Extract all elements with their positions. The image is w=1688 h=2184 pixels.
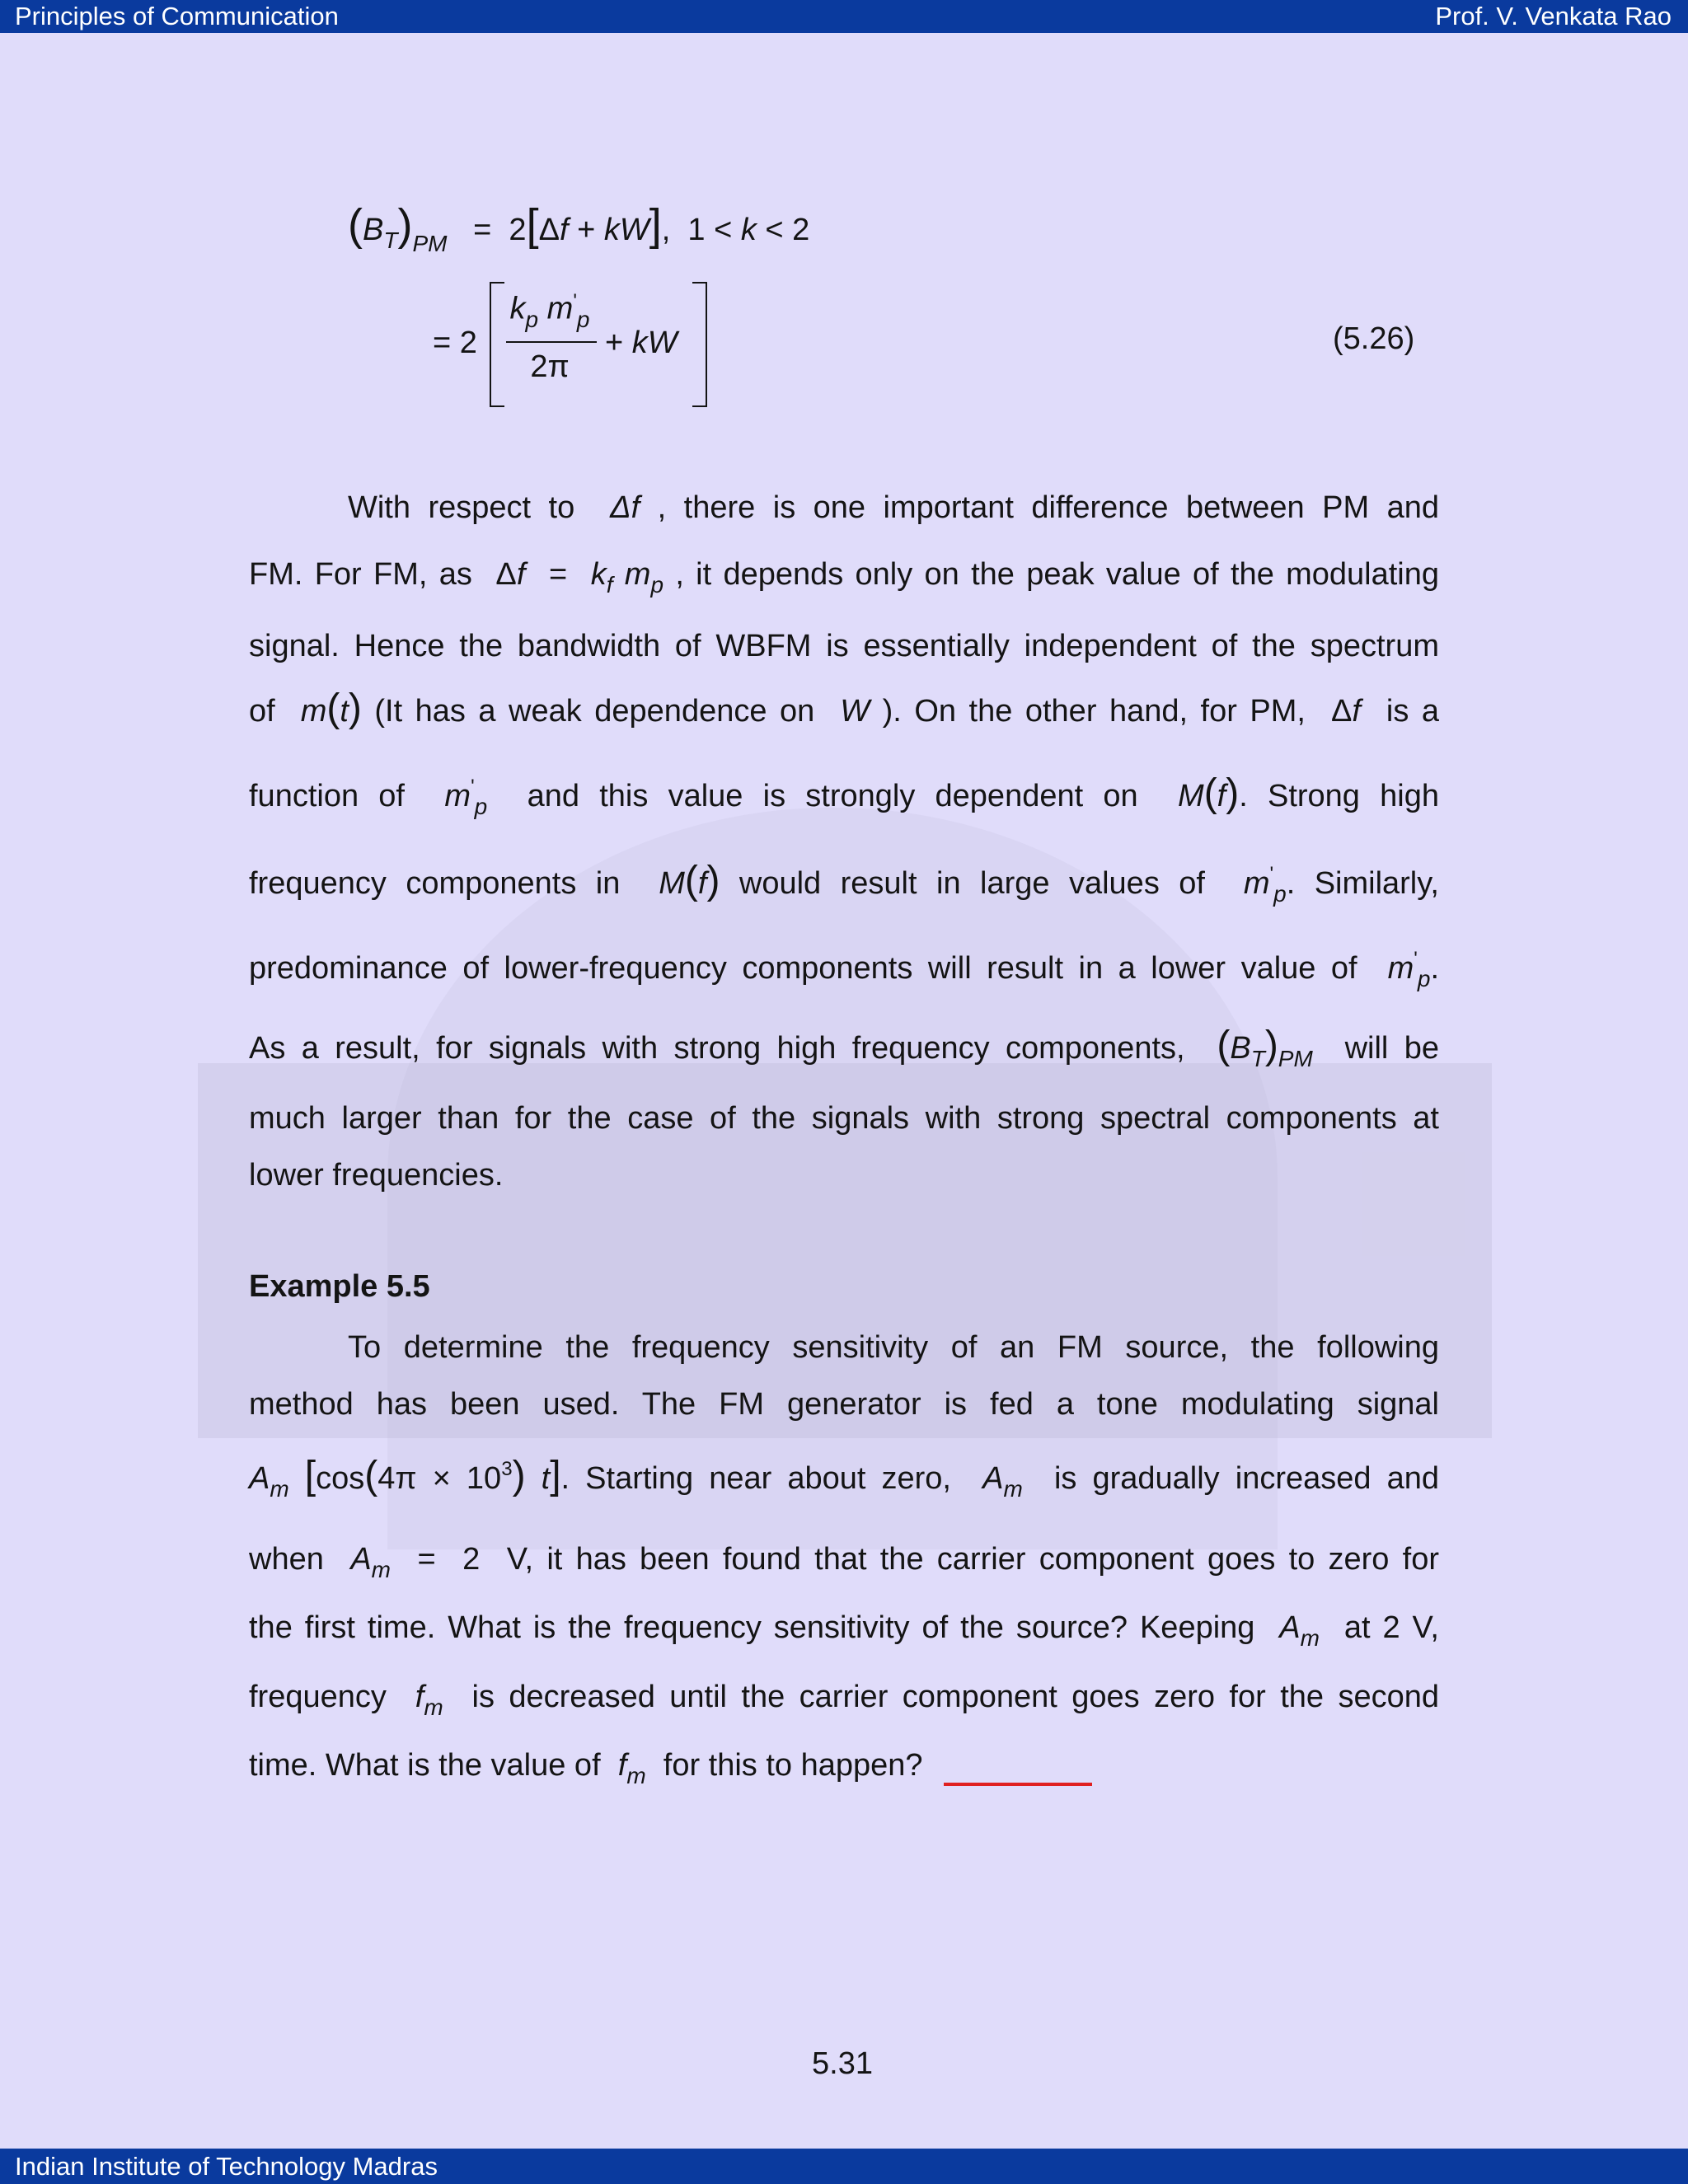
equation-line-2-term: + kW — [605, 326, 678, 360]
equation-number: (5.26) — [1333, 321, 1415, 356]
text-line: the first time. What is the frequency sensitivity of the source? Keeping $A_m$ at 2 V, — [249, 1610, 1439, 1651]
header-bar — [0, 0, 1688, 33]
text-line: when $A_m = 2$ V, it has been found that the carrier component goes to zero for — [249, 1542, 1439, 1582]
text-line: $A_m$ [$\cos(4\pi \times 10^3)$ t]. Starting near about zero, $A_m$ is gradually increased and — [249, 1454, 1439, 1502]
text-line: time. What is the value of $f_m$ for this to happen? — [249, 1748, 923, 1788]
text-line: As a result, for signals with strong high frequency components, $(B_T)_{PM}$ will be — [249, 1024, 1439, 1071]
equation-line-1: $(B_T)_{PM} = 2[\Delta f + kW]$, 1 < k < 2 — [348, 200, 810, 256]
text-line: frequency components in M(f) would result in large values of $m'_p$. Similarly, — [249, 859, 1439, 907]
footer-institute: Indian Institute of Technology Madras — [15, 2152, 438, 2181]
text-line: much larger than for the case of the signals with strong spectral components at — [249, 1101, 1439, 1136]
text-line: frequency $f_m$ is decreased until the carrier component goes zero for the second — [249, 1680, 1439, 1720]
text-line: With respect to Δf , there is one important difference between PM and — [348, 490, 1440, 525]
text-line: function of $m'_p$ and this value is strongly dependent on M(f). Strong high — [249, 771, 1439, 819]
text-line: FM. For FM, as $\Delta f = k_f$ $m_p$ , it depends only on the peak value of the modulating — [249, 557, 1440, 598]
page-number: 5.31 — [812, 2046, 873, 2081]
footer-bar — [0, 2149, 1688, 2184]
header-course-title: Principles of Communication — [15, 2, 339, 30]
fraction-numerator: $k_p$ $m'_p$ — [509, 290, 590, 332]
example-heading: Example 5.5 — [249, 1269, 430, 1304]
text-line: predominance of lower-frequency components will result in a lower value of $m'_p$. — [249, 948, 1439, 991]
red-underline-mark — [944, 1783, 1092, 1786]
right-bracket — [692, 282, 707, 407]
header-author: Prof. V. Venkata Rao — [1435, 2, 1672, 30]
text-line: of m(t) (It has a weak dependence on W ). On the other hand, for PM, Δf is a — [249, 687, 1439, 730]
text-line: To determine the frequency sensitivity of an FM source, the following — [348, 1330, 1439, 1365]
left-bracket — [490, 282, 504, 407]
fraction-bar — [506, 341, 597, 343]
equation-line-2-prefix: = 2 — [433, 326, 477, 360]
text-line: lower frequencies. — [249, 1158, 504, 1193]
text-line: method has been used. The FM generator is fed a tone modulating signal — [249, 1387, 1439, 1422]
fraction-denominator: 2π — [530, 349, 570, 384]
text-line: signal. Hence the bandwidth of WBFM is essentially independent of the spectrum — [249, 629, 1439, 663]
